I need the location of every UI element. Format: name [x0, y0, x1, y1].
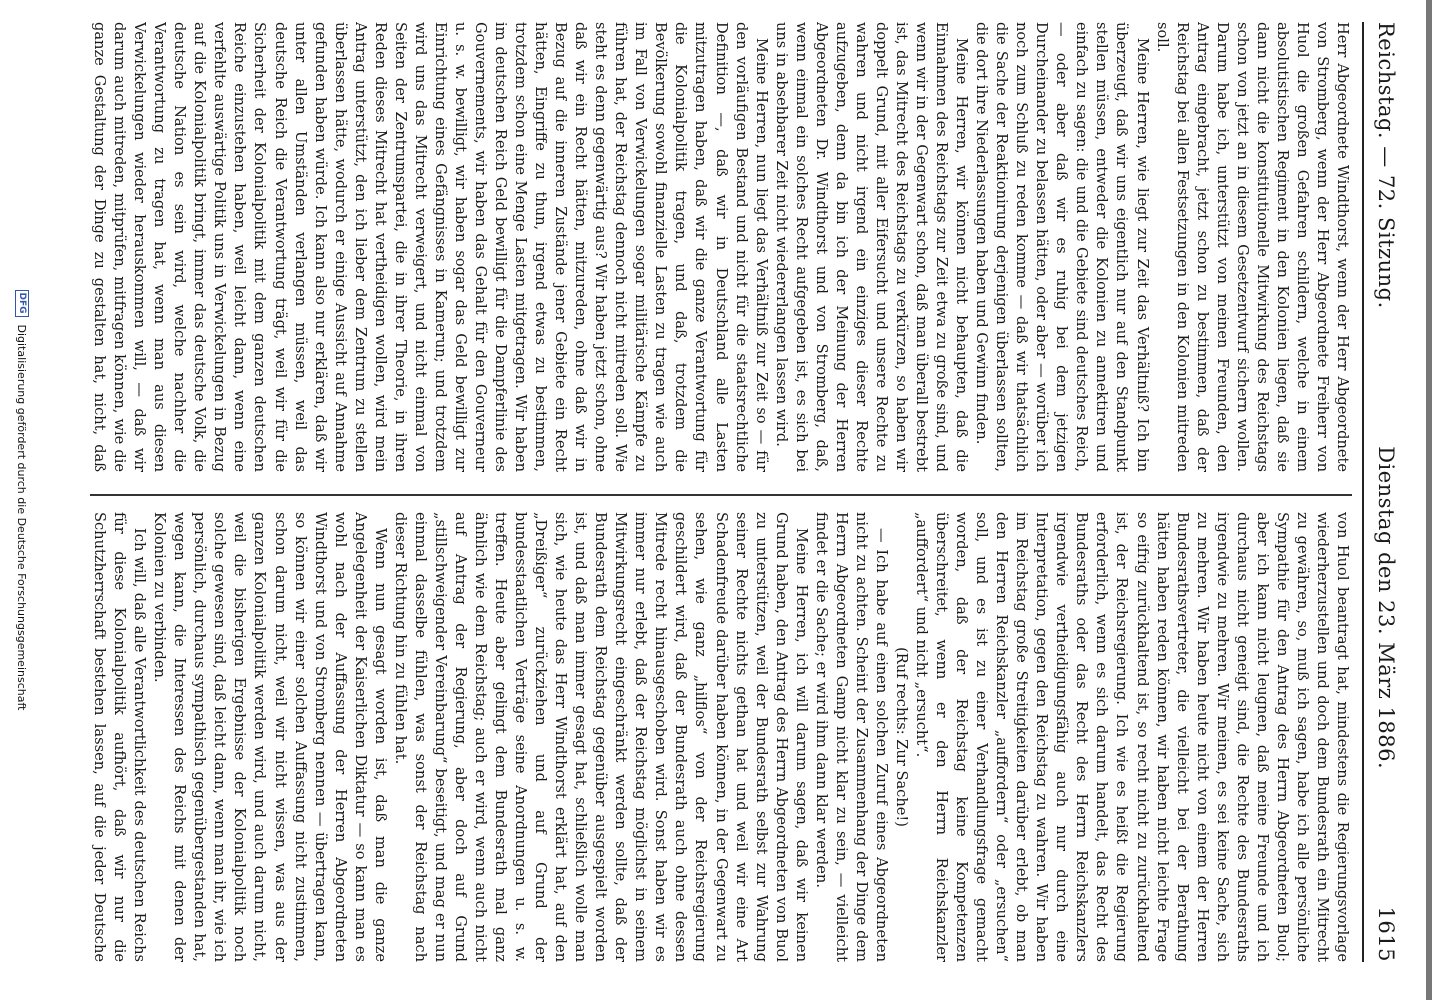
paragraph: Meine Herren, wie liegt zur Zeit das Verhältniß? Ich bin überzeugt, daß wir uns eigentlich nur auf den Standpunkt stellen müssen, entweder die Kolonien zu annektiren und einfach zu sagen: die und die Gebiete sind deutsches Reich, — oder aber daß wir es ruhig bei dem jetzigen Durcheinander zu belassen hätten, oder aber — worüber ich noch zum Schluß zu reden komme — daß wir thatsächlich die Sache der Reaktionirung derjenigen überlassen sollten, die dort ihre Niederlassungen haben und Gewinn finden. — [973, 22, 1151, 472]
paragraph: Ich will, daß alle Verantwortlichkeit des deutschen Reichs für diese Kolonialpolitik aufhört, daß wir nur die Schutzherrschaft bestehen lassen, auf die jeder Deutsche — [91, 512, 149, 962]
paragraph: Meine Herren, wir können nicht behaupten, daß die Einnahmen des Reichstags zur Zeit etwa zu große sind, und wenn wir in der Gegenwart schon, daß man überall bestrebt ist, das Mitrecht des Reichstags zu verkürzen, so haben wir doppelt Grund, mit aller Eifersucht und unsere Rechte zu wahren und nicht irgend ein einziges dieser Rechte aufzugeben, denn da bin ich der Meinung der Herren Abgeordneten Dr. Windthorst und von Stromberg, daß, wenn einmal ein solches Recht aufgegeben ist, es sich bei uns in absehbarer Zeit nicht wiedererlangen lassen wird. — [772, 22, 971, 472]
credit-text: Digitalisierung gefördert durch die Deutsche Forschungsgemeinschaft — [15, 324, 29, 711]
column-divider — [90, 494, 1352, 496]
paragraph: Herr Abgeordnete Windthorst, wenn der Herr Abgeordnete von Stromberg, wenn der Herr Abgeordnete Freiherr von Huol die großen Gefahren schildern, welche in einem absolutistischen Regiment in den Kolonien liegen, daß sie dann nicht die konstitutionelle Mitwirkung des Reichstags schon von jetzt an in diesem Gesetzentwurf sichern wollen. Darum habe ich, unterstützt von meinen Freunden, den Antrag eingebracht, jetzt schon zu bestimmen, daß der Reichstag bei allen Festsetzungen in den Kolonien mitreden soll. — [1153, 22, 1351, 472]
paragraph: Meine Herren, ich will darum sagen, daß wir keinen Grund haben, den Antrag des Herrn Abgeordneten von Buol zu unterstützen, weil der Bundesrath selbst zur Wahrung seiner Rechte nichts gethan hat und weil wir eine Art Schadenfreude darüber haben können, in der Gegenwart zu sehen, wie ganz „hilflos“ von der Reichsregierung geschildert wird, daß der Bundesrath auch ohne dessen Mitrede recht hinausgeschoben wird. Sonst haben wir es immer nur erlebt, daß der Reichstag möglichst in seinem Mitwirkungsrecht eingeschränkt werden sollte, daß der Bundesrath dem Reichstag gegenüber ausgespielt worden ist, und daß man immer gesagt hat, schließlich wolle man sich, wie heute das Herr Windthorst erklärt hat, auf den „Dreißiger“ zurückziehen und auf Grund der bundesstaatlichen Verträge seine Anordnungen u. s. w. treffen. Heute aber gelingt dem Bundesrath mal ganz ähnlich wie dem Reichstag; auch er wird, wenn auch nicht auf Antrag der Regierung, aber doch auf Grund „stillschweigender Vereinbarung“ beseitigt, und mag er nun einmal dasselbe fühlen, was sonst der Reichstag nach dieser Richtung hin zu fühlen hat. — [391, 512, 810, 962]
paragraph: Wenn nun gesagt worden ist, daß man die ganze Angelegenheit der Kaiserlichen Diktatur — so kann man es wohl nach der Auffassung der Herren Abgeordneten Windthorst und von Stromberg nennen — übertragen kann, so können wir einer solchen Auffassung nicht zustimmen, schon darum nicht, weil wir nicht wissen, was aus der ganzen Kolonialpolitik werden wird, und auch darum nicht, weil die bisherigen Ergebnisse der Kolonialpolitik noch solche gewesen sind, daß leicht dann, wenn man ihr, wie ich persönlich, durchaus sympathisch gegenübergestanden hat, wegen kann, die Interessen des Reichs mit denen der Kolonien zu verbinden. — [151, 512, 389, 962]
header-date: Dienstag den 23. März 1886. — [1374, 446, 1398, 770]
paragraph: von Huol beantragt hat, mindestens die Regierungsvorlage wiederherzustellen und doch dem Bundesrath ein Mitrecht zu gewähren, so, muß ich sagen, habe ich alle persönliche Sympathie für den Antrag des Herrn Abgeordneten Buol; aber ich kann nicht leugnen, daß meine Freunde und ich durchaus nicht geneigt sind, die Rechte des Bundesraths irgendwie zu mehren. Wir meinen, es sei keine Sache, sich zu mehren. Wir haben heute nicht von einem der Herren Bundesrathsvertreter, die vielleicht bei der Berathung hätten haben reden können, wir haben nicht leichte Frage so eifrig zurückhaltend ist, so recht nicht zu zurückhaltend ist, der Reichsregierung. Ich wie es heißt die Regierung erforderlich, wenn es sich darum handelt, das Recht des Bundesraths oder das Recht des Herrn Reichskanzlers irgendwie vertheidigungsfähig auch nur durch eine Interpretation, gegen den Reichstag zu wahren. Wir haben im Reichstag große Streitigkeiten darüber erlebt, ob man den Herren Reichskanzler „auffordern“ oder „ersuchen“ soll, und es ist zu einer Verhandlungsfrage gemacht worden, daß der Reichstag keine Kompetenzen überschreitet, wenn er den Herrn Reichskanzler „auffordert“ und nicht „ersucht“. — [913, 512, 1351, 962]
text-column-left — [90, 22, 1352, 472]
digitization-credit — [8, 0, 36, 1000]
interjection: (Ruf rechts: Zur Sache!) — [892, 647, 910, 827]
text-column-right — [90, 512, 1352, 962]
dfg-logo: DFG — [15, 290, 29, 317]
page-header — [1366, 22, 1406, 962]
paragraph: Meine Herren, nun liegt das Verhältniß zur Zeit so — für den vorläufigen Bestand und nicht für die staatsrechtliche Definition —, daß wir in Deutschland alle Lasten mitzutragen haben, daß wir die ganze Verantwortung für die Kolonialpolitik tragen, und daß, trotzdem die Bevölkerung sowohl finanzielle Lasten zu tragen wie auch im Fall von Verwickelungen sogar militärische Kämpfe zu führen hat, der Reichstag dennoch nicht mitreden soll. Wie steht es denn gegenwärtig aus? Wir haben jetzt schon, ohne daß wir ein Recht hätten, mitzureden, ohne daß wir in Bezug auf die inneren Zustände jener Gebiete ein Recht hätten, Eingriffe zu thun, irgend etwas zu bestimmen, trotzdem schon eine Menge Lasten mitgetragen. Wir haben im deutschen Reich Geld bewilligt für die Dampferlinie des Gouvernements, wir haben das Gehalt für den Gouverneur u. s. w. bewilligt, wir haben sogar das Geld bewilligt zur Einrichtung eines Gefängnisses in Kamerun; und trotzdem wird uns das Mitrecht verweigert, und nicht einmal von Seiten der Zentrumspartei, die in ihrer Theorie, in ihren Reden dieses Mitrecht hat vertheidigen wollen, wird mein Antrag unterstützt, den ich lieber dem Zentrum zu stellen überlassen hätte, wodurch er einige Aussicht auf Annahme gefunden haben würde. Ich kann also nur erklären, daß wir unter allen Umständen verlangen müssen, weil das deutsche Reich die Verantwortung trägt, weil wir für die Sicherheit der Kolonialpolitik mit dem ganzen deutschen Reiche einzustehen haben, weil leicht dann, wenn eine verfehlte auswärtige Politik uns in Verwickelungen in Bezug auf die Kolonialpolitik bringt, immer das deutsche Volk, die deutsche Nation es sein wird, welche nachher die Verantwortung zu tragen hat, wenn man aus diesen Verwickelungen wieder herauskommen will, — daß wir darum auch mitreden, mitprüfen, mitfragen können, wie die ganze Gestaltung der Dinge zu gestalten hat, nicht, daß — [91, 22, 770, 472]
paragraph: — Ich habe auf einen solchen Zuruf eines Abgeordneten nicht zu achten. Scheint der Zusammenhang der Dinge dem Herrn Abgeordneten Gamp nicht klar zu sein, — vielleicht findet er die Sache; er wird ihm dann klar werden. — [812, 512, 890, 962]
scan-edge — [1426, 0, 1432, 1000]
page-number: 1615 — [1374, 906, 1398, 962]
header-session: Reichstag. — 72. Sitzung. — [1374, 22, 1398, 309]
header-rule — [1362, 22, 1364, 962]
